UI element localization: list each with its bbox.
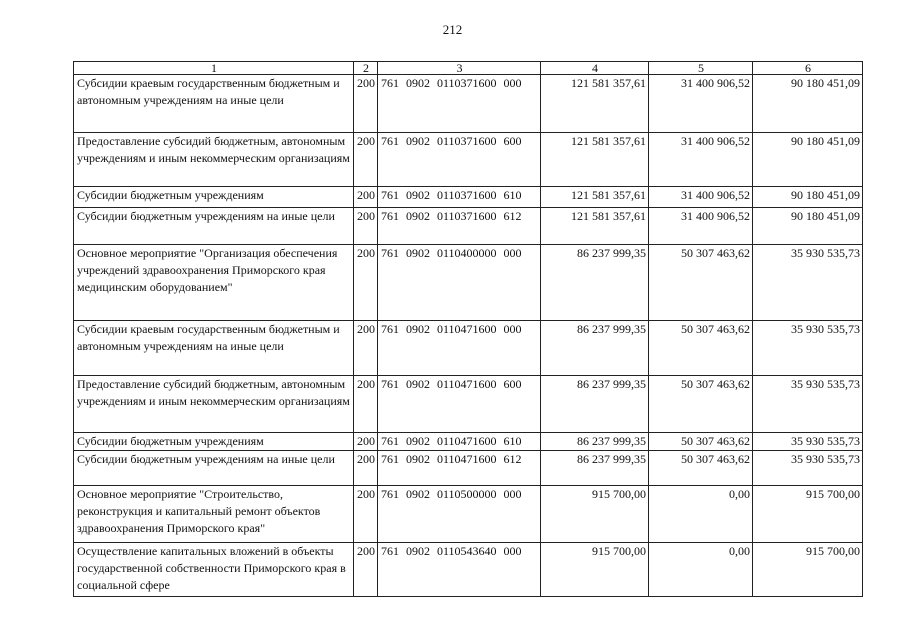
row-code: 761 0902 0110471600 610 [378,433,541,451]
row-value-6: 35 930 535,73 [753,321,863,376]
row-code: 761 0902 0110371600 610 [378,187,541,208]
row-value-6: 35 930 535,73 [753,376,863,433]
row-value-5: 50 307 463,62 [649,433,753,451]
row-value-6: 35 930 535,73 [753,245,863,321]
row-code: 761 0902 0110543640 000 [378,543,541,597]
row-code: 761 0902 0110471600 600 [378,376,541,433]
row-col-2: 200 [354,133,378,187]
row-value-5: 31 400 906,52 [649,133,753,187]
row-value-4: 86 237 999,35 [541,245,649,321]
row-code: 761 0902 0110500000 000 [378,486,541,543]
row-code: 761 0902 0110471600 000 [378,321,541,376]
header-row [74,62,863,75]
row-name: Субсидии бюджетным учреждениям на иные цели [74,208,354,245]
row-value-4: 121 581 357,61 [541,75,649,133]
row-code: 761 0902 0110371600 612 [378,208,541,245]
row-code: 761 0902 0110471600 612 [378,451,541,486]
row-value-5: 31 400 906,52 [649,208,753,245]
row-value-6: 915 700,00 [753,543,863,597]
table-row [74,433,863,451]
row-value-4: 121 581 357,61 [541,208,649,245]
table-row [74,486,863,543]
row-value-5: 50 307 463,62 [649,321,753,376]
row-value-4: 915 700,00 [541,543,649,597]
row-col-2: 200 [354,486,378,543]
row-value-5: 50 307 463,62 [649,451,753,486]
table-row [74,245,863,321]
table-row [74,187,863,208]
row-col-2: 200 [354,321,378,376]
row-value-6: 90 180 451,09 [753,75,863,133]
row-value-4: 121 581 357,61 [541,133,649,187]
row-name: Субсидии краевым государственным бюджетным и автономным учреждениям на иные цели [74,75,354,133]
row-value-4: 915 700,00 [541,486,649,543]
row-code: 761 0902 0110400000 000 [378,245,541,321]
table-row [74,75,863,133]
row-col-2: 200 [354,75,378,133]
row-name: Субсидии бюджетным учреждениям на иные цели [74,451,354,486]
row-name: Основное мероприятие "Организация обеспечения учреждений здравоохранения Приморского края медицинским оборудованием" [74,245,354,321]
row-value-5: 50 307 463,62 [649,376,753,433]
row-col-2: 200 [354,451,378,486]
table-row [74,451,863,486]
table-row [74,208,863,245]
budget-table [73,61,863,597]
header-col-2: 2 [354,62,378,75]
page-number: 212 [442,22,463,37]
row-value-6: 90 180 451,09 [753,208,863,245]
row-name: Субсидии бюджетным учреждениям [74,187,354,208]
row-value-5: 0,00 [649,543,753,597]
row-col-2: 200 [354,208,378,245]
row-col-2: 200 [354,187,378,208]
row-name: Осуществление капитальных вложений в объекты государственной собственности Приморского края в социальной сфере [74,543,354,597]
table-row [74,543,863,597]
table-row [74,133,863,187]
table-header [74,62,863,75]
row-value-6: 90 180 451,09 [753,187,863,208]
header-col-3: 3 [378,62,541,75]
row-value-5: 31 400 906,52 [649,75,753,133]
row-value-5: 50 307 463,62 [649,245,753,321]
table-body [74,75,863,597]
row-value-5: 31 400 906,52 [649,187,753,208]
row-col-2: 200 [354,376,378,433]
row-value-4: 86 237 999,35 [541,451,649,486]
row-value-4: 86 237 999,35 [541,433,649,451]
row-code: 761 0902 0110371600 600 [378,133,541,187]
row-value-6: 90 180 451,09 [753,133,863,187]
row-col-2: 200 [354,543,378,597]
table-row [74,321,863,376]
table-row [74,376,863,433]
header-col-1: 1 [74,62,354,75]
row-value-4: 121 581 357,61 [541,187,649,208]
row-value-4: 86 237 999,35 [541,321,649,376]
row-code: 761 0902 0110371600 000 [378,75,541,133]
row-name: Предоставление субсидий бюджетным, автономным учреждениям и иным некоммерческим организациям [74,376,354,433]
header-col-6: 6 [753,62,863,75]
row-col-2: 200 [354,245,378,321]
row-value-6: 35 930 535,73 [753,451,863,486]
row-name: Субсидии краевым государственным бюджетным и автономным учреждениям на иные цели [74,321,354,376]
header-col-4: 4 [541,62,649,75]
header-col-5: 5 [649,62,753,75]
row-value-6: 915 700,00 [753,486,863,543]
row-value-4: 86 237 999,35 [541,376,649,433]
row-value-5: 0,00 [649,486,753,543]
row-name: Предоставление субсидий бюджетным, автономным учреждениям и иным некоммерческим организациям [74,133,354,187]
row-value-6: 35 930 535,73 [753,433,863,451]
row-name: Основное мероприятие "Строительство, реконструкция и капитальный ремонт объектов здравоохранения Приморского края" [74,486,354,543]
row-col-2: 200 [354,433,378,451]
row-name: Субсидии бюджетным учреждениям [74,433,354,451]
